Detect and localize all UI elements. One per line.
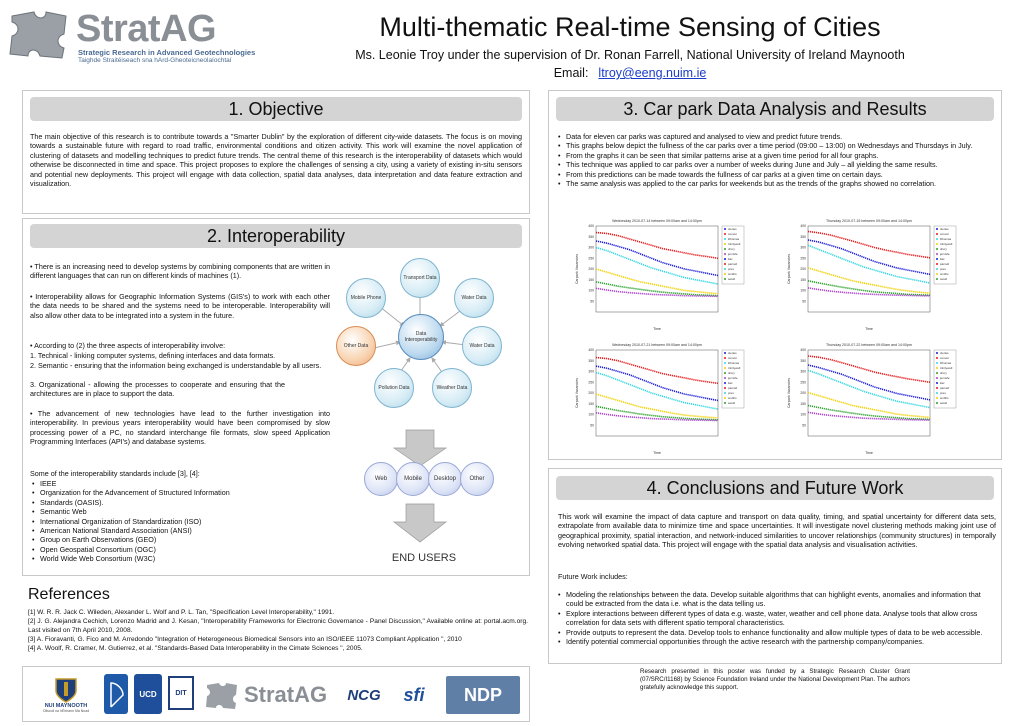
ncg-logo-text: NCG bbox=[347, 686, 381, 704]
stratag-logo bbox=[6, 6, 256, 64]
legend-label: parnell bbox=[940, 386, 950, 390]
carpark-bullet: • The same analysis was applied to the car parks for weekends but as the trends of the graphs showed no correlation. bbox=[556, 179, 996, 188]
reference-item-4: [4] A. Woolf, R. Cramer, M. Gutierrez, et al. "Standards-Based Data Interoperability in the Cimate Sciences ", 2005. bbox=[28, 645, 363, 652]
y-tick-label: 350 bbox=[800, 234, 806, 239]
references-title: References bbox=[28, 586, 110, 603]
poster-authors: Ms. Leonie Troy under the supervision of Dr. Ronan Farrell, National University of Ireland Maynooth bbox=[355, 48, 905, 62]
y-axis-label: Carpark Vacancies bbox=[575, 377, 579, 409]
legend-marker bbox=[936, 273, 938, 275]
future-item: • Modeling the relationships between the data. Develop suitable algorithms that can highlight events, anomalies and information that could be extracted from the data i.e. what is the data telling us. bbox=[556, 590, 996, 609]
legend-label: conver bbox=[940, 232, 950, 236]
interop-p3-item-1: 1. Technical - linking computer systems, defining interfaces and data formats. bbox=[30, 351, 276, 360]
logo-tagline-en: Strategic Research in Advanced Geotechnologies bbox=[78, 48, 256, 57]
standard-item: • Group on Earth Observations (GEO) bbox=[30, 535, 330, 544]
legend-marker bbox=[936, 387, 938, 389]
chart-wed-0721 bbox=[570, 340, 772, 456]
legend-marker bbox=[724, 228, 726, 230]
legend-label: setoll bbox=[728, 401, 736, 405]
legend-label: trinitywell bbox=[728, 242, 741, 246]
legend-marker bbox=[724, 382, 726, 384]
legend-marker bbox=[724, 402, 726, 404]
x-axis-label: Time bbox=[865, 451, 873, 455]
legend-marker bbox=[936, 248, 938, 250]
legend-label: pres bbox=[940, 267, 946, 271]
y-axis-label: Carpark Vacancies bbox=[787, 253, 791, 285]
ndp-logo bbox=[446, 676, 520, 714]
ndp-logo-text: NDP bbox=[463, 684, 502, 705]
nui-logo-text: NUI MAYNOOTH bbox=[44, 703, 88, 709]
device-mobile: Mobile bbox=[396, 462, 430, 496]
footer-stratag-logo bbox=[204, 674, 334, 716]
node-pollution-data: Pollution Data bbox=[374, 368, 414, 408]
node-other-data: Other Data bbox=[336, 326, 376, 366]
y-tick-label: 300 bbox=[588, 369, 594, 374]
y-tick-label: 250 bbox=[800, 380, 806, 385]
legend-label: cleries bbox=[728, 227, 737, 231]
legend-marker bbox=[936, 397, 938, 399]
carpark-bullet: • This technique was applied to car parks over a number of weeks during June and July – all yielding the same results. bbox=[556, 160, 996, 169]
standard-item: • Semantic Web bbox=[30, 507, 330, 516]
legend-marker bbox=[724, 258, 726, 260]
legend-label: jervisfe bbox=[728, 376, 738, 380]
carpark-bullets bbox=[556, 132, 996, 188]
legend-label: conver bbox=[940, 356, 950, 360]
legend-label: drury bbox=[940, 247, 947, 251]
legend-label: ilac bbox=[940, 257, 945, 261]
carpark-bullet: • Data for eleven car parks was captured and analysed to view and predict future trends. bbox=[556, 132, 996, 141]
node-water-data: Water Data bbox=[454, 278, 494, 318]
future-item: • Provide outputs to represent the data. Develop tools to enhance functionality and allow multiple types of data to be web accessible. bbox=[556, 628, 996, 637]
legend-marker bbox=[724, 248, 726, 250]
y-tick-label: 50 bbox=[590, 423, 594, 428]
interop-diagram bbox=[334, 250, 524, 570]
legend-label: setoll bbox=[940, 401, 948, 405]
device-other: Other bbox=[460, 462, 494, 496]
legend-marker bbox=[936, 377, 938, 379]
standard-item: • Open Geospatial Consortium (OGC) bbox=[30, 545, 330, 554]
puzzle-logo-icon bbox=[6, 6, 74, 62]
y-tick-label: 200 bbox=[800, 267, 806, 271]
chart-svg bbox=[782, 216, 984, 332]
y-tick-label: 350 bbox=[588, 234, 594, 239]
x-axis-label: Time bbox=[865, 327, 873, 331]
legend-label: parnell bbox=[728, 386, 738, 390]
end-users-label: END USERS bbox=[391, 552, 457, 564]
nui-logo-subtext: Ollscoil na hÉireann Má Nuad bbox=[42, 709, 90, 713]
legend-marker bbox=[724, 372, 726, 374]
legend-marker bbox=[936, 278, 938, 280]
interop-p1: • There is an increasing need to develop systems by combining components that are written in different languages that can run on different kinds of machines (1). bbox=[30, 262, 330, 281]
legend-label: ilac bbox=[728, 257, 733, 261]
legend-marker bbox=[724, 278, 726, 280]
legend-label: ilthomas bbox=[940, 237, 952, 241]
carpark-bullet: • This graphs below depict the fullness of the car parks over a time period (09:00 – 13:00) on Wednesdays and Thursdays in July. bbox=[556, 141, 996, 150]
legend-label: cleries bbox=[940, 227, 949, 231]
node-water-data-2: Water Data bbox=[462, 326, 502, 366]
legend-marker bbox=[724, 273, 726, 275]
funding-note: Research presented in this poster was funded by a Strategic Research Cluster Grant (07/SRC/I1168) by Science Foundation Ireland under the National Development Plan. The authors gratefully acknowledge this support. bbox=[640, 668, 910, 691]
y-tick-label: 100 bbox=[800, 412, 806, 417]
objective-title: 1. Objective bbox=[30, 97, 522, 121]
legend-label: setoll bbox=[940, 277, 948, 281]
y-tick-label: 150 bbox=[588, 401, 594, 406]
y-tick-label: 300 bbox=[800, 369, 806, 374]
legend-label: smiths bbox=[728, 272, 737, 276]
legend-marker bbox=[724, 268, 726, 270]
legend-label: smiths bbox=[728, 396, 737, 400]
legend-label: trinitywell bbox=[940, 366, 953, 370]
y-tick-label: 400 bbox=[588, 224, 594, 228]
email-link[interactable]: ltroy@eeng.nuim.ie bbox=[598, 66, 707, 80]
chart-title: Wednesday 2010-07-21 between 09:00am and 14:00pm bbox=[612, 343, 702, 347]
legend-marker bbox=[724, 397, 726, 399]
dit-logo bbox=[168, 676, 194, 710]
legend-marker bbox=[936, 268, 938, 270]
standard-item: • International Organization of Standardization (ISO) bbox=[30, 517, 330, 526]
legend-label: pres bbox=[728, 267, 734, 271]
carpark-bullet: • From this predictions can be made towards the fullness of car parks at a given time on certain days. bbox=[556, 170, 996, 179]
legend-label: parnell bbox=[940, 262, 950, 266]
legend-marker bbox=[936, 382, 938, 384]
legend-marker bbox=[936, 263, 938, 265]
legend-marker bbox=[936, 253, 938, 255]
future-list bbox=[556, 590, 996, 646]
chart-title: Thursday 2010-07-15 between 09:00am and 14:00pm bbox=[826, 219, 912, 223]
future-item: • Identify potential commercial opportunities through the active research with the partnership company/companies. bbox=[556, 637, 996, 646]
x-axis-label: Time bbox=[653, 451, 661, 455]
logo-tagline-ga: Taighde Straitéiseach sna hArd-Gheoteicneolaíochtaí bbox=[78, 57, 232, 64]
legend-label: cleries bbox=[728, 351, 737, 355]
chart-title: Thursday 2010-07-22 between 09:00am and 14:00pm bbox=[826, 343, 912, 347]
y-tick-label: 200 bbox=[588, 391, 594, 395]
y-tick-label: 250 bbox=[800, 256, 806, 261]
legend-label: conver bbox=[728, 232, 738, 236]
legend-label: trinitywell bbox=[728, 366, 741, 370]
y-tick-label: 50 bbox=[802, 299, 806, 304]
future-item: • Explore interactions between different types of data e.g. waste, water, weather and cell phone data. Analyse tools that allow cross correlation for data sets with different spatio temporal characteristics. bbox=[556, 609, 996, 628]
y-axis-label: Carpark Vacancies bbox=[575, 253, 579, 285]
puzzle-logo-icon bbox=[204, 679, 240, 711]
chart-svg bbox=[570, 216, 772, 332]
node-data-interoperability: Data Interoperability bbox=[398, 314, 444, 360]
legend-label: drury bbox=[728, 371, 735, 375]
chart-svg bbox=[782, 340, 984, 456]
node-weather-data: Weather Data bbox=[432, 368, 472, 408]
legend-label: smiths bbox=[940, 272, 949, 276]
x-axis-label: Time bbox=[653, 327, 661, 331]
reference-item-3: [3] A. Fioravanti, G. Fico and M. Arredondo "Integration of Heterogeneous Biomedical Sensors into an ISO/IEEE 11073 Compliant Application ", 2010 bbox=[28, 636, 462, 643]
legend-marker bbox=[724, 253, 726, 255]
node-transport-data: Transport Data bbox=[400, 258, 440, 298]
ncg-logo bbox=[344, 680, 384, 710]
legend-label: ilthomas bbox=[728, 361, 740, 365]
legend-marker bbox=[724, 362, 726, 364]
legend-marker bbox=[936, 233, 938, 235]
y-tick-label: 300 bbox=[800, 245, 806, 250]
interop-p3-intro: • According to (2) the three aspects of interoperability involve: bbox=[30, 341, 226, 350]
legend-marker bbox=[724, 243, 726, 245]
logo-brand: StratAG bbox=[76, 8, 217, 50]
standard-item: • American National Standard Association (ANSI) bbox=[30, 526, 330, 535]
y-tick-label: 400 bbox=[800, 348, 806, 352]
device-desktop: Desktop bbox=[428, 462, 462, 496]
interop-p2: • Interoperability allows for Geographic Information Systems (GIS's) to work with each other the data needs to be shared and the systems need to be interoperable. Interoperability will also allow other data to be integrated into a system in the future. bbox=[30, 292, 330, 320]
y-tick-label: 200 bbox=[588, 267, 594, 271]
objective-text: The main objective of this research is to contribute towards a "Smarter Dublin" by the exploration of different city-wide datasets. The focus is on moving towards a sustainable future with regard to road traffic, environmental conditions and citizen activity. This work will examine the novel application of clustering of datasets and modelling techniques to predict future trends. The central theme of this research is the interoperability of datasets which would otherwise be disconnected in time and space. This project proposes to explore the challenges of sensing a city, using a variety of existing in-situ sensors and potential new deployments. This project will engage with data collection, spatial data analyses, data interpretation and data feature extraction and visualization. bbox=[30, 132, 522, 189]
y-tick-label: 350 bbox=[800, 358, 806, 363]
footer-stratag-text: StratAG bbox=[244, 682, 328, 707]
interoperability-title: 2. Interoperability bbox=[30, 224, 522, 248]
node-mobile-phone: Mobile Phone bbox=[346, 278, 386, 318]
y-tick-label: 100 bbox=[588, 412, 594, 417]
legend-marker bbox=[936, 357, 938, 359]
y-tick-label: 50 bbox=[590, 299, 594, 304]
legend-label: ilac bbox=[940, 381, 945, 385]
legend-label: drury bbox=[728, 247, 735, 251]
legend-marker bbox=[724, 357, 726, 359]
y-tick-label: 150 bbox=[800, 277, 806, 282]
legend-marker bbox=[724, 367, 726, 369]
carpark-title: 3. Car park Data Analysis and Results bbox=[556, 97, 994, 121]
legend-marker bbox=[936, 362, 938, 364]
legend-label: trinitywell bbox=[940, 242, 953, 246]
sfi-logo-text: sfi bbox=[403, 684, 425, 705]
standards-list bbox=[30, 479, 330, 564]
legend-label: pres bbox=[728, 391, 734, 395]
legend-label: drury bbox=[940, 371, 947, 375]
y-tick-label: 150 bbox=[800, 401, 806, 406]
email-line bbox=[250, 66, 1010, 80]
standard-item: • Organization for the Advancement of Structured Information bbox=[30, 488, 330, 497]
y-tick-label: 200 bbox=[800, 391, 806, 395]
y-tick-label: 400 bbox=[588, 348, 594, 352]
plot-area bbox=[596, 350, 718, 436]
harp-logo bbox=[104, 674, 128, 714]
standards-intro: Some of the interoperability standards include [3], [4]: bbox=[30, 469, 200, 478]
future-intro: Future Work includes: bbox=[558, 572, 628, 581]
legend-marker bbox=[724, 392, 726, 394]
chart-thu-0715 bbox=[782, 216, 984, 332]
chart-svg bbox=[570, 340, 772, 456]
down-arrow-icon bbox=[394, 430, 446, 466]
y-tick-label: 150 bbox=[588, 277, 594, 282]
legend-label: smiths bbox=[940, 396, 949, 400]
interop-p4: • The advancement of new technologies have lead to the further investigation into interoperability. In previous years interoperability would have been compromised by slow processing power of a PC, no standard interchange file formats, slow speed Application Programming Interfaces (API's) and database systems. bbox=[30, 409, 330, 447]
plot-area bbox=[808, 226, 930, 312]
legend-label: pres bbox=[940, 391, 946, 395]
legend-marker bbox=[724, 263, 726, 265]
sfi-logo bbox=[392, 678, 436, 712]
y-axis-label: Carpark Vacancies bbox=[787, 377, 791, 409]
interop-p3-item-2: 2. Semantic - ensuring that the information being exchanged is understandable by all users. bbox=[30, 361, 322, 370]
y-tick-label: 250 bbox=[588, 256, 594, 261]
legend-marker bbox=[936, 372, 938, 374]
device-web: Web bbox=[364, 462, 398, 496]
legend-marker bbox=[724, 352, 726, 354]
legend-label: parnell bbox=[728, 262, 738, 266]
chart-thu-0722 bbox=[782, 340, 984, 456]
standard-item: • IEEE bbox=[30, 479, 330, 488]
legend-label: jervisfe bbox=[728, 252, 738, 256]
chart-wed-0714 bbox=[570, 216, 772, 332]
legend-marker bbox=[724, 387, 726, 389]
standard-item: • Standards (OASIS). bbox=[30, 498, 330, 507]
legend-label: jervisfe bbox=[940, 376, 950, 380]
legend-marker bbox=[936, 258, 938, 260]
legend-marker bbox=[936, 243, 938, 245]
interop-p3-item-3: 3. Organizational - allowing the processes to cooperate and ensuring that the architectures are in place to support the data. bbox=[30, 380, 285, 399]
harp-icon bbox=[107, 679, 125, 709]
legend-label: ilthomas bbox=[728, 237, 740, 241]
legend-label: ilac bbox=[728, 381, 733, 385]
legend-label: jervisfe bbox=[940, 252, 950, 256]
crest-icon bbox=[54, 677, 78, 703]
reference-item-1: [1] W. R. R. Jack C. Wileden, Alexander L. Wolf and P. L. Tan, "Specification Level Interoperability," 1991. bbox=[28, 609, 335, 616]
legend-marker bbox=[936, 238, 938, 240]
down-arrow-icon bbox=[394, 504, 446, 542]
y-tick-label: 100 bbox=[588, 288, 594, 293]
legend-label: cleries bbox=[940, 351, 949, 355]
legend-marker bbox=[936, 402, 938, 404]
legend-label: ilthomas bbox=[940, 361, 952, 365]
conclusions-title: 4. Conclusions and Future Work bbox=[556, 476, 994, 500]
standard-item: • World Wide Web Consortium (W3C) bbox=[30, 554, 330, 563]
reference-item-2: [2] J. G. Alejandra Cechich, Lorenzo Madrid and J. Kesan, "Interoperability Frameworks for Electronic Governance - Panel Discussion," Available online at: portal.acm.org. Last visited on 7th April 2010, 2008. bbox=[28, 618, 528, 634]
y-tick-label: 400 bbox=[800, 224, 806, 228]
legend-label: conver bbox=[728, 356, 738, 360]
legend-marker bbox=[936, 392, 938, 394]
y-tick-label: 350 bbox=[588, 358, 594, 363]
legend-marker bbox=[936, 367, 938, 369]
nui-maynooth-logo bbox=[36, 672, 96, 718]
legend-marker bbox=[936, 228, 938, 230]
dit-logo-text: DIT bbox=[175, 689, 187, 697]
legend-marker bbox=[724, 238, 726, 240]
legend-label: setoll bbox=[728, 277, 736, 281]
ucd-logo bbox=[134, 674, 162, 714]
conclusions-text: This work will examine the impact of data capture and transport on data quality, timing, and spatial uncertainty for different data sets, extrapolate from available data to minimize time and space uncertainties. It will investigate novel clustering methods making joint use of geographical proximity, spatial interaction, and network-induced similarities to uncover relationships (community structures) in temporally evolving networked spatial data. This project will engage with the spatial data analysis and visualisation activities. bbox=[558, 512, 996, 550]
carpark-bullet: • From the graphs it can be seen that similar patterns arise at a given time period for all four graphs. bbox=[556, 151, 996, 160]
legend-marker bbox=[936, 352, 938, 354]
chart-title: Wednesday 2010-07-14 between 09:00am and 14:00pm bbox=[612, 219, 702, 223]
y-tick-label: 100 bbox=[800, 288, 806, 293]
y-tick-label: 50 bbox=[802, 423, 806, 428]
y-tick-label: 300 bbox=[588, 245, 594, 250]
y-tick-label: 250 bbox=[588, 380, 594, 385]
poster-title: Multi-thematic Real-time Sensing of Cities bbox=[379, 12, 881, 42]
email-label: Email: bbox=[553, 66, 589, 80]
legend-marker bbox=[724, 233, 726, 235]
ucd-logo-text: UCD bbox=[139, 689, 157, 699]
legend-marker bbox=[724, 377, 726, 379]
